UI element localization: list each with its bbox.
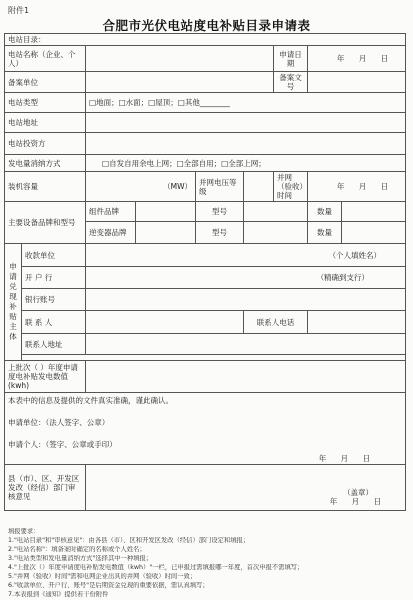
apply-date-label: 申请日期 (274, 46, 308, 72)
row-account (5, 289, 406, 311)
contact-phone-field[interactable] (308, 311, 406, 334)
account-label: 银行账号 (22, 289, 86, 311)
review-field[interactable] (86, 465, 406, 511)
module-model-field[interactable] (244, 202, 308, 222)
module-brand-field[interactable] (136, 202, 196, 222)
person-sign-label: 申请个人：（签字、公章或手印） (8, 440, 117, 449)
station-address-field[interactable] (86, 113, 406, 133)
investor-label: 电站投资方 (5, 133, 86, 155)
payee-side-char: 兑 (9, 281, 17, 291)
grid-time-label: 并网（验收）时间 (274, 172, 308, 202)
inverter-model-label: 型号 (196, 222, 244, 244)
declaration-block[interactable] (5, 393, 406, 465)
contact-phone-label: 联系人电话 (244, 311, 308, 334)
station-name-field[interactable] (86, 46, 274, 72)
month-label: 月 (358, 54, 367, 63)
year-label: 年 (336, 54, 345, 63)
record-unit-label: 备案单位 (5, 72, 86, 93)
capacity-unit: （MW） (163, 182, 192, 191)
inverter-quantity-field[interactable] (342, 222, 406, 244)
note-line: 6."收款单位、开户行、账号"是后期资金兑现的重要依据，需认真填写； (8, 581, 209, 589)
row-station-address (5, 113, 406, 133)
payee-side-char: 申 (9, 261, 17, 271)
capacity-label: 装机容量 (5, 172, 86, 202)
station-address-label: 电站地址 (5, 113, 86, 133)
last-batch-field[interactable] (86, 361, 406, 393)
payee-side-char: 现 (9, 291, 17, 301)
module-quantity-label: 数量 (308, 202, 342, 222)
unit-sign-label: 申请单位：（法人签字、公章） (8, 418, 110, 427)
attachment-label: 附件1 (8, 6, 30, 15)
note-line: 7.本表报到《通知》提供若干份附件 (8, 590, 109, 598)
row-consumption (5, 155, 406, 172)
payee-unit-field[interactable] (86, 244, 406, 267)
payee-side-char: 补 (9, 302, 17, 311)
inverter-brand-field[interactable] (136, 222, 196, 244)
equipment-label: 主要设备品牌和型号 (5, 202, 86, 244)
row-payee-unit (5, 244, 406, 267)
row-review (5, 465, 406, 511)
year-label: 年 (336, 182, 345, 191)
notes-heading: 填报要求： (8, 528, 40, 535)
row-station-type (5, 93, 406, 113)
row-contact-address (5, 334, 406, 355)
note-line: 2."电站名称"：填备案时确定的名称或个人姓名； (8, 545, 146, 553)
day-label: 日 (380, 182, 389, 191)
row-catalog (5, 34, 406, 46)
review-label: 县（市）、区、开发区发改（经信）部门审核意见 (5, 465, 86, 511)
filling-notes (8, 528, 406, 599)
module-model-label: 型号 (196, 202, 244, 222)
seal-label: （盖章） (343, 488, 374, 497)
day-label: 日 (373, 497, 382, 506)
note-line: 3."电站类型和发电量消纳方式"选择其中一种填报； (8, 554, 153, 562)
note-line: 4."上批次（）年度申请度电补贴发电数值（kwh）"一栏，已申报过需填报哪一年度，首次申报不需填写； (8, 563, 304, 571)
record-unit-field[interactable] (86, 72, 274, 93)
month-label: 月 (351, 497, 360, 506)
consumption-options[interactable]: □自发自用余电上网；□全部自用；□全部上网； (86, 155, 406, 172)
row-last-batch (5, 361, 406, 393)
contact-address-label: 联系人地址 (22, 334, 86, 355)
catalog-label[interactable]: 电站目录： (5, 34, 406, 46)
consumption-label: 发电量消纳方式 (5, 155, 86, 172)
station-type-options[interactable]: □地面；□水面；□屋顶；□其他________ (86, 93, 406, 113)
month-label: 月 (358, 182, 367, 191)
grid-voltage-label: 并网电压等级 (196, 172, 244, 202)
payee-side-char: 贴 (9, 312, 17, 322)
module-brand-label: 组件品牌 (86, 202, 136, 222)
payee-side-label (5, 244, 22, 361)
inverter-quantity-label: 数量 (308, 222, 342, 244)
inverter-brand-label: 逆变器品牌 (86, 222, 136, 244)
row-declaration (5, 393, 406, 465)
note-line: 5."并网（验收）时间"需和电网企业出具的并网（验收）时间一致； (8, 572, 197, 580)
contact-field[interactable] (86, 311, 244, 334)
note-line: 1."电站目录"和"审核意见"：由各县（市）、区和开发区发改（经信）部门设定和填报； (8, 536, 250, 544)
record-no-label: 备案文号 (274, 72, 308, 93)
station-type-label: 电站类型 (5, 93, 86, 113)
investor-field[interactable] (86, 133, 406, 155)
month-label: 月 (340, 454, 349, 463)
payee-unit-note: （个人填姓名） (328, 250, 382, 260)
row-investor (5, 133, 406, 155)
row-capacity (5, 172, 406, 202)
row-record-unit (5, 72, 406, 93)
declaration-text: 本表中的信息及提供的文件真实准确，谨此确认。 (8, 396, 173, 405)
contact-label: 联 系 人 (22, 311, 86, 334)
capacity-field[interactable] (86, 172, 196, 202)
grid-time-field[interactable] (308, 172, 406, 202)
last-batch-label: 上批次（ ）年度申请度电补贴发电数值(kwh) (5, 361, 86, 393)
row-contact (5, 311, 406, 334)
row-bank (5, 267, 406, 289)
day-label: 日 (380, 54, 389, 63)
account-field[interactable] (86, 289, 406, 311)
row-station-name (5, 46, 406, 72)
module-quantity-field[interactable] (342, 202, 406, 222)
day-label: 日 (362, 454, 371, 463)
review-date (89, 497, 381, 506)
grid-voltage-field[interactable] (244, 172, 274, 202)
payee-side-char: 体 (9, 332, 17, 342)
record-no-field[interactable] (308, 72, 406, 93)
payee-side-char: 主 (9, 322, 17, 332)
apply-date-field[interactable] (308, 46, 406, 72)
payee-side-char: 请 (9, 271, 17, 281)
bank-label: 开 户 行 (22, 267, 86, 289)
page-title: 合肥市光伏电站度电补贴目录申请表 (102, 18, 311, 33)
row-module (5, 202, 406, 222)
payee-unit-label: 收款单位 (22, 244, 86, 267)
inverter-model-field[interactable] (244, 222, 308, 244)
contact-address-field[interactable] (86, 334, 406, 355)
bank-field[interactable] (86, 267, 406, 289)
year-label: 年 (318, 454, 327, 463)
application-form-table (4, 33, 406, 511)
station-name-label: 电站名称（企业、个人） (5, 46, 86, 72)
bank-note: （精确到支行） (316, 273, 370, 282)
declaration-date (8, 454, 402, 463)
year-label: 年 (329, 497, 338, 506)
